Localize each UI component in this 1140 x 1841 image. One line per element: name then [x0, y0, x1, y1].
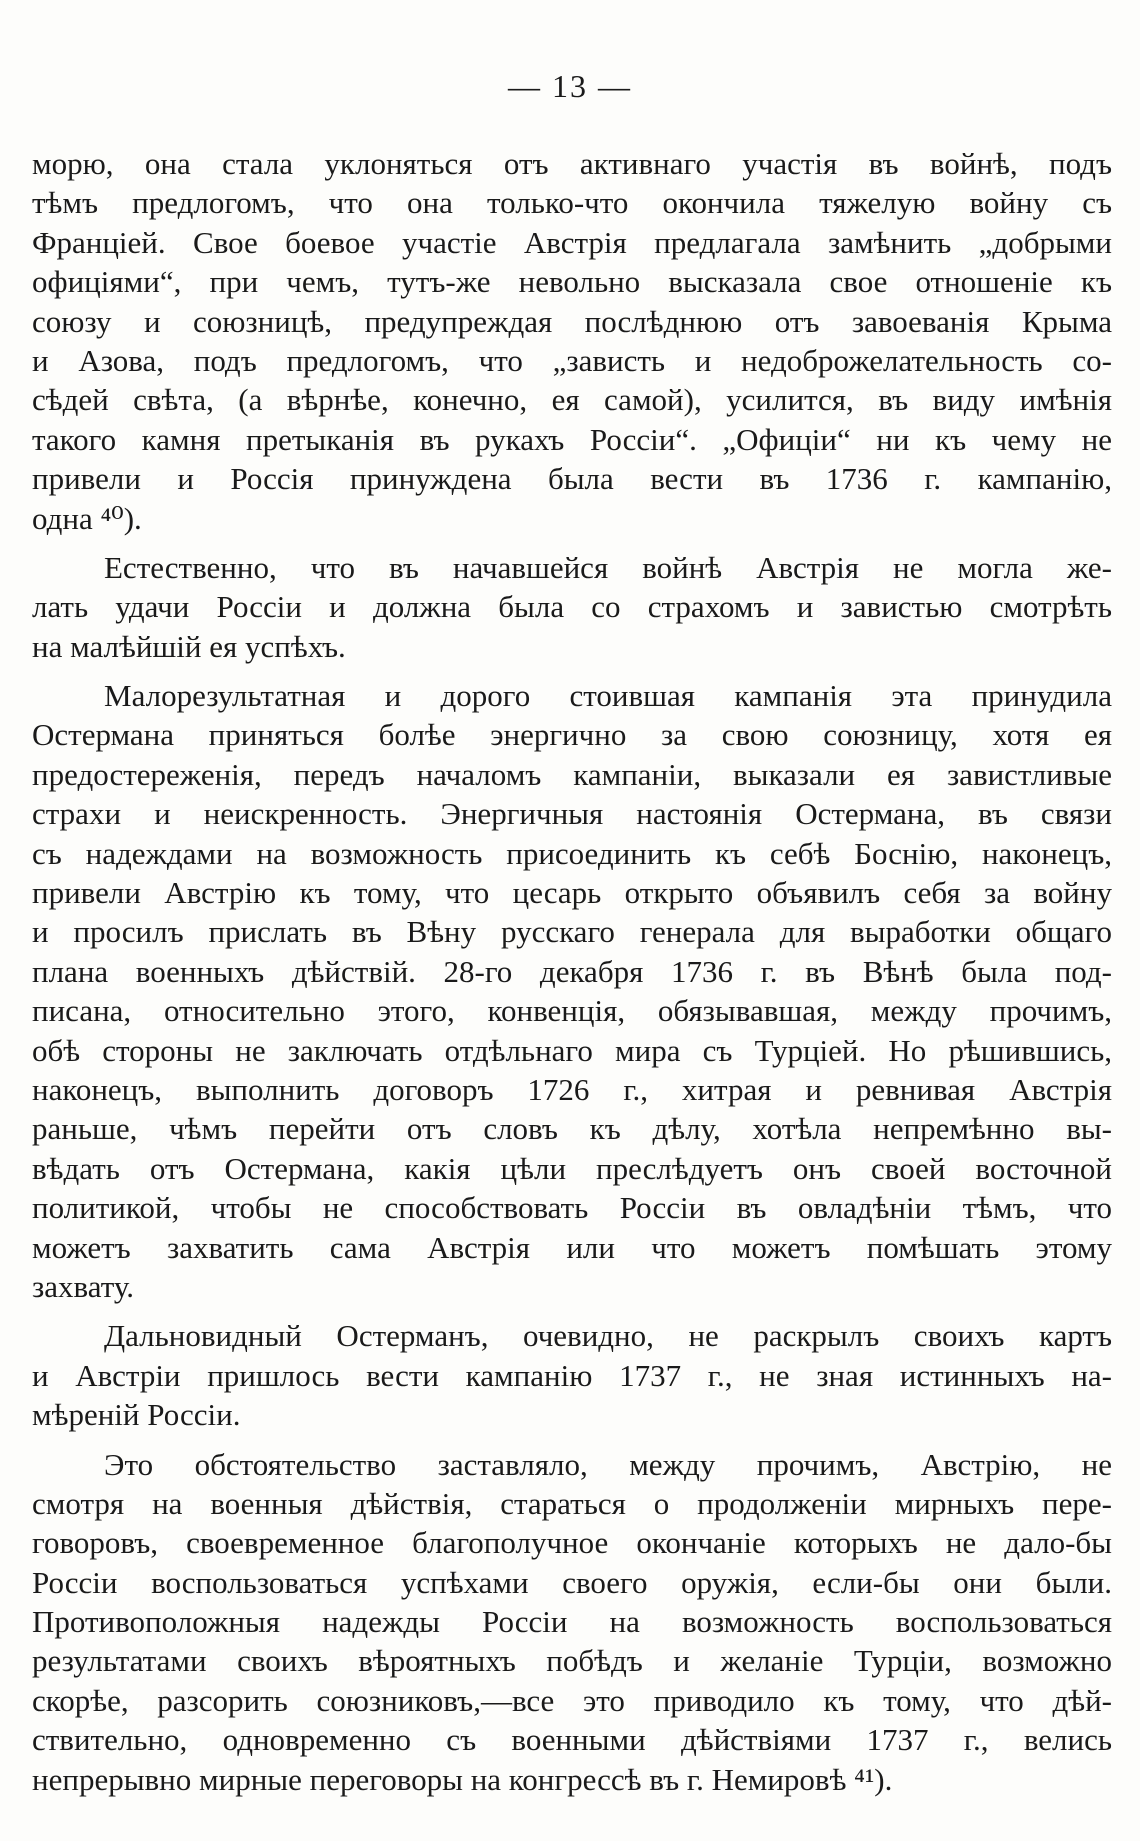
text-line: Франціей. Свое боевое участіе Австрія предлагала замѣнить „добрыми [32, 224, 1112, 260]
text-line: тѣмъ предлогомъ, что она только-что окончила тяжелую войну съ [32, 185, 1112, 221]
text-line: сѣдей свѣта, (а вѣрнѣе, конечно, ея самой), усилится, въ виду имѣнія [32, 382, 1112, 418]
text-line: раньше, чѣмъ перейти отъ словъ къ дѣлу, хотѣла непремѣнно вы- [32, 1111, 1112, 1147]
text-line: мѣреній Россіи. [32, 1397, 241, 1433]
text-line: морю, она стала уклоняться отъ активнаго участія въ войнѣ, подъ [32, 146, 1112, 181]
paragraph-start-line: Это обстоятельство заставляло, между прочимъ, Австрію, не [104, 1446, 1112, 1482]
page-number: — 13 — [508, 68, 632, 104]
text-line: одна ⁴⁰). [32, 500, 142, 536]
text-line: привели Австрію къ тому, что цесарь открыто объявилъ себя за войну [32, 875, 1112, 911]
text-line: ствительно, одновременно съ военными дѣйствіями 1737 г., велись [32, 1722, 1112, 1758]
text-line: можетъ захватить сама Австрія или что можетъ помѣшать этому [32, 1229, 1112, 1265]
body-text [32, 144, 1112, 1799]
paragraph-start-line: Дальновидный Остерманъ, очевидно, не раскрылъ своихъ картъ [104, 1318, 1112, 1354]
text-line: непрерывно мирные переговоры на конгрессѣ въ г. Немировѣ ⁴¹). [32, 1761, 893, 1797]
text-line: Остермана приняться болѣе энергично за свою союзницу, хотя ея [32, 717, 1112, 753]
text-line: политикой, чтобы не способствовать Россіи въ овладѣніи тѣмъ, что [32, 1190, 1112, 1226]
text-line: писана, относительно этого, конвенція, обязывавшая, между прочимъ, [32, 993, 1112, 1029]
text-line: на малѣйшій ея успѣхъ. [32, 628, 346, 664]
text-line: скорѣе, разсорить союзниковъ,—все это приводило къ тому, что дѣй- [32, 1682, 1112, 1718]
text-line: такого камня претыканія въ рукахъ Россіи“. „Офиціи“ ни къ чему не [32, 421, 1112, 457]
text-line: предостереженія, передъ началомъ кампаніи, выказали ея завистливые [32, 756, 1112, 792]
paragraph-start-line: Малорезультатная и дорого стоившая кампанія эта принудила [104, 678, 1112, 714]
paragraph-start-line: Естественно, что въ начавшейся войнѣ Австрія не могла же- [104, 549, 1112, 585]
text-line: наконецъ, выполнить договоръ 1726 г., хитрая и ревнивая Австрія [32, 1071, 1112, 1107]
text-line: Россіи воспользоваться успѣхами своего оружія, если-бы они были. [32, 1564, 1112, 1600]
text-line: смотря на военныя дѣйствія, стараться о продолженіи мирныхъ пере- [32, 1485, 1112, 1521]
text-line: Противоположныя надежды Россіи на возможность воспользоваться [32, 1604, 1112, 1640]
text-line: захвату. [32, 1268, 134, 1304]
text-line: результатами своихъ вѣроятныхъ побѣдъ и желаніе Турціи, возможно [32, 1643, 1112, 1679]
text-line: вѣдать отъ Остермана, какія цѣли преслѣдуетъ онъ своей восточной [32, 1150, 1112, 1186]
text-line: съ надеждами на возможность присоединить къ себѣ Боснію, наконецъ, [32, 835, 1112, 871]
text-line: офиціями“, при чемъ, тутъ-же невольно высказала свое отношеніе къ [32, 264, 1112, 300]
text-line: говоровъ, своевременное благополучное окончаніе которыхъ не дало-бы [32, 1525, 1112, 1561]
text-line: обѣ стороны не заключать отдѣльнаго мира съ Турціей. Но рѣшившись, [32, 1032, 1112, 1068]
text-line: привели и Россія принуждена была вести въ 1736 г. кампанію, [32, 461, 1112, 497]
text-line: плана военныхъ дѣйствій. 28-го декабря 1736 г. въ Вѣнѣ была под- [32, 953, 1112, 989]
text-line: лать удачи Россіи и должна была со страхомъ и завистью смотрѣть [32, 589, 1112, 625]
text-line: страхи и неискренность. Энергичныя настоянія Остермана, въ связи [32, 796, 1112, 832]
text-line: и Австріи пришлось вести кампанію 1737 г., не зная истинныхъ на- [32, 1357, 1112, 1393]
text-line: и просилъ прислать въ Вѣну русскаго генерала для выработки общаго [32, 914, 1112, 950]
text-line: и Азова, подъ предлогомъ, что „зависть и недоброжелательность со- [32, 342, 1112, 378]
text-line: союзу и союзницѣ, предупреждая послѣднюю отъ завоеванія Крыма [32, 303, 1112, 339]
